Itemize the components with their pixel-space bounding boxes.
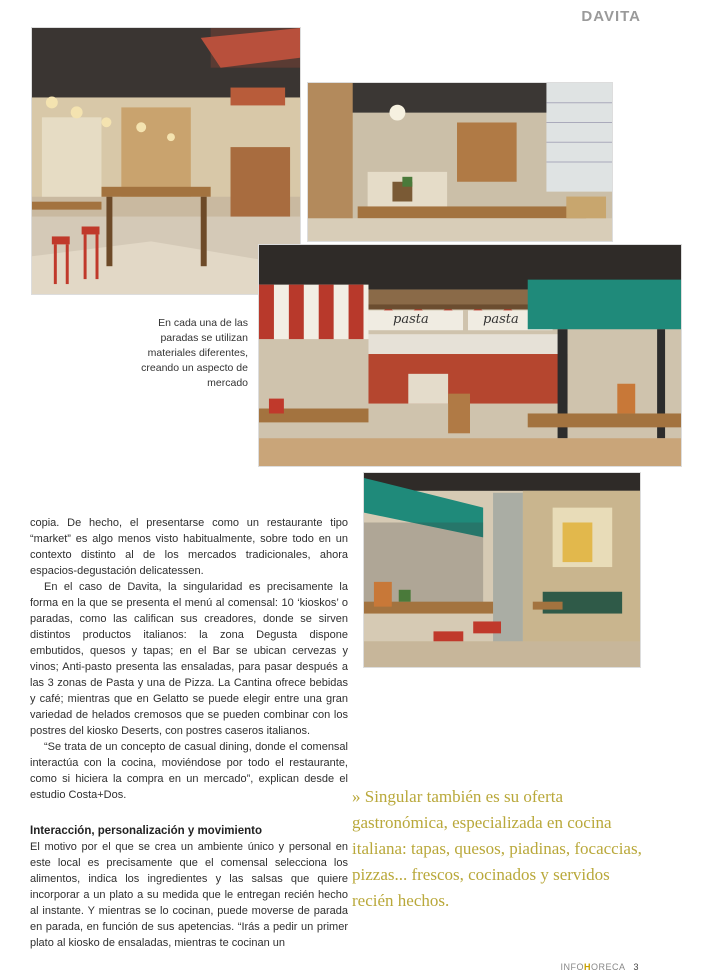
section-heading: Interacción, personalización y movimiento xyxy=(30,825,262,837)
pull-quote: » Singular también es su oferta gastronómica, especializada en cocina italiana: tapas, quesos, piadinas, focaccias, pizzas... frescos, cocinados y servidos recién hechos. xyxy=(352,787,642,910)
paragraph-4: El motivo por el que se crea un ambiente único y personal en este local es precisamente que el comensal selecciona los alimentos, indica los ingredientes y las salsas que quiere incorporar a un plato a su medida que le entregan recién hecho al instante. Y mientras se lo cocinan, puede moverse de parada en parada, en función de sus apetencias. “Irás a pedir un primer plato al kiosko de ensaladas, mientras te cocinan un xyxy=(30,841,348,949)
pasta-sign-right: pasta xyxy=(483,312,519,327)
footer-brand-prefix: INFO xyxy=(560,962,584,972)
paragraph-1: copia. De hecho, el presentarse como un restaurante tipo “market” es algo menos visto habitualmente, sobre todo en un contexto distinto al de los mercados tradicionales, ahora espacios-degustación delicatessen. xyxy=(30,517,348,577)
pasta-sign-left: pasta xyxy=(393,312,429,327)
footer-brand-suffix: ORECA xyxy=(590,962,626,972)
paragraph-3: “Se trata de un concepto de casual dining, donde el comensal interactúa con la cocina, moviéndose por todo el restaurante, como si hiciera la compra en un mercado”, explican desde el estudio Costa+Dos. xyxy=(30,741,348,801)
photo-interior-windows xyxy=(307,82,613,242)
article-body xyxy=(30,515,348,951)
photo-stall-seating xyxy=(363,472,641,668)
footer xyxy=(560,962,639,972)
page-number: 3 xyxy=(633,962,639,972)
photo-caption: En cada una de las paradas se utilizan materiales diferentes, creando un aspecto de mercado xyxy=(141,317,248,389)
section-tag: DAVITA xyxy=(581,8,641,25)
photo-market-stalls xyxy=(258,244,682,467)
footer-brand-h: H xyxy=(583,962,591,972)
paragraph-2: En el caso de Davita, la singularidad es precisamente la forma en la que se presenta el menú al comensal: 10 ‘kioskos’ o paradas, como las califican sus creadores, donde se sirven distintos productos italianos: la zona Degusta dispone embutidos, quesos y tapas; en el Bar se ubican cervezas y vinos; Anti-pasto presenta las ensaladas, para pasar después a las 3 zonas de Pasta y una de Pizza. La Cantina ofrece bebidas y café; mientras que en Gelatto se puede elegir entre una gran variedad de helados cremosos que se pueden combinar con los postres del kiosko Deserts, con postres caseros italianos. xyxy=(30,581,348,737)
